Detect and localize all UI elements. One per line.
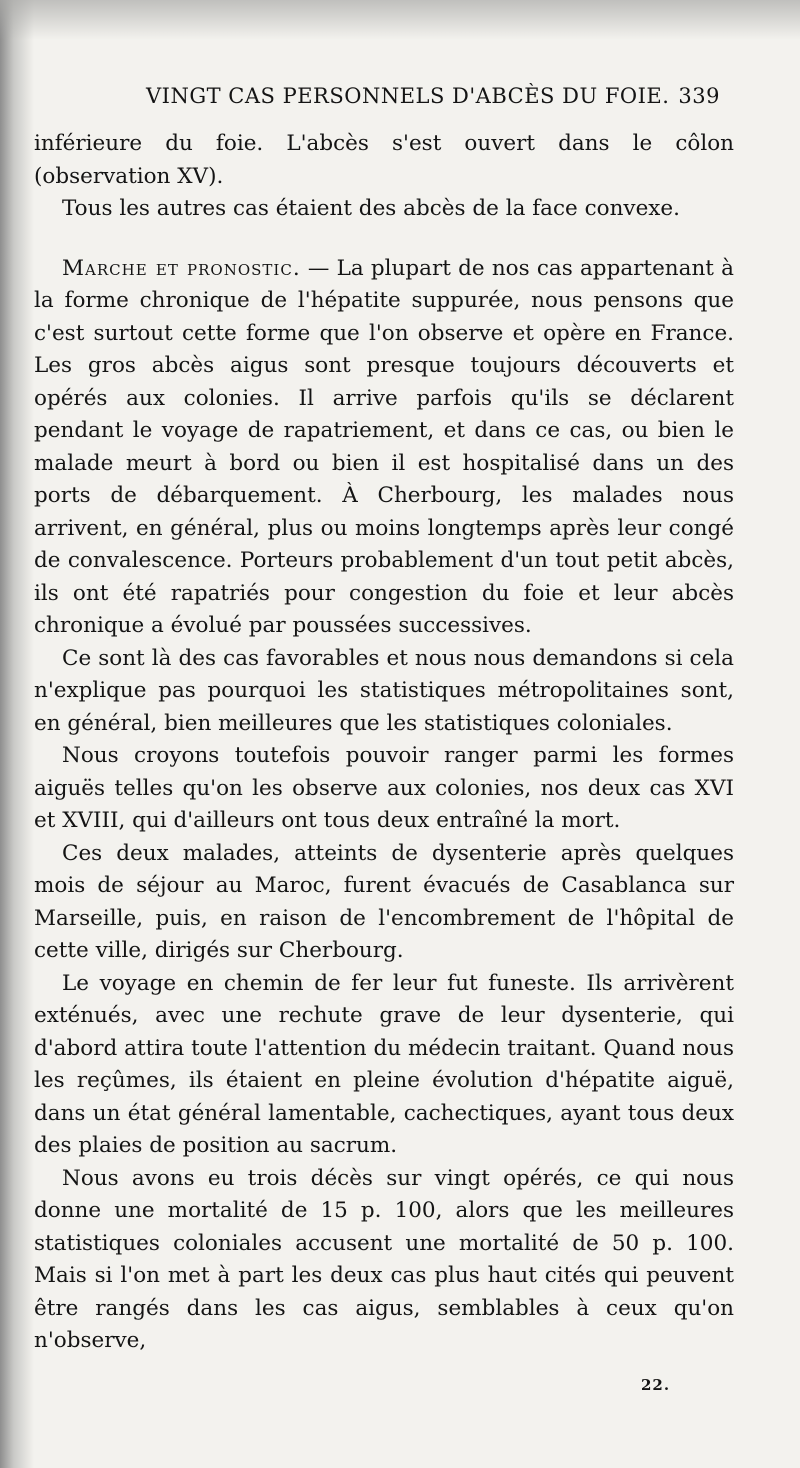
paragraph: Le voyage en chemin de fer leur fut funeste. Ils arrivèrent exténués, avec une rechute grave de leur dysenterie, qui d'abord attira toute l'attention du médecin traitant. Quand nous les reçûmes, ils étaient en pleine évolution d'hépatite aiguë, dans un état général lamentable, cachectiques, ayant tous deux des plaies de position au sacrum. <box>34 970 734 1158</box>
paragraph: Tous les autres cas étaient des abcès de la face convexe. <box>62 196 680 221</box>
section-heading: Marche et pronostic. <box>62 255 301 281</box>
section-paragraph-text: — La plupart de nos cas appartenant à la forme chronique de l'hépatite suppurée, nous pensons que c'est surtout cette forme que l'on observe et opère en France. Les gros abcès aigus sont presque toujours découverts et opérés aux colonies. Il arrive parfois qu'ils se déclarent pendant le voyage de rapatriement, et dans ce cas, ou bien le malade meurt à bord ou bien il est hospitalisé dans un des ports de débarquement. À Cherbourg, les malades nous arrivent, en général, plus ou moins longtemps après leur congé de convalescence. Porteurs probablement d'un tout petit abcès, ils ont été rapatriés pour congestion du foie et leur abcès chronique a évolué par poussées successives. <box>34 255 734 638</box>
paragraph: Nous croyons toutefois pouvoir ranger parmi les formes aiguës telles qu'on les observe aux colonies, nos deux cas XVI et XVIII, qui d'ailleurs ont tous deux entraîné la mort. <box>34 743 734 833</box>
paragraph: Ce sont là des cas favorables et nous nous demandons si cela n'explique pas pourquoi les statistiques métropolitaines sont, en général, bien meilleures que les statistiques coloniales. <box>34 645 734 736</box>
signature-mark: 22. <box>641 1376 671 1394</box>
body-text <box>34 128 734 1358</box>
section-paragraph <box>34 253 734 643</box>
paragraph-continued: inférieure du foie. L'abcès s'est ouvert dans le côlon (observation XV). <box>34 131 734 189</box>
paragraph: Nous avons eu trois décès sur vingt opérés, ce qui nous donne une mortalité de 15 p. 100, alors que les meilleures statistiques coloniales accusent une mortalité de 50 p. 100. Mais si l'on met à part les deux cas plus haut cités qui peuvent être rangés dans les cas aigus, semblables à ceux qu'on n'observe, <box>34 1165 734 1353</box>
page-number: 339 <box>678 84 720 108</box>
paragraph: Ces deux malades, atteints de dysenterie après quelques mois de séjour au Maroc, furent évacués de Casablanca sur Marseille, puis, en raison de l'encombrement de l'hôpital de cette ville, dirigés sur Cherbourg. <box>34 840 734 963</box>
running-head-title: VINGT CAS PERSONNELS D'ABCÈS DU FOIE. <box>146 84 670 108</box>
